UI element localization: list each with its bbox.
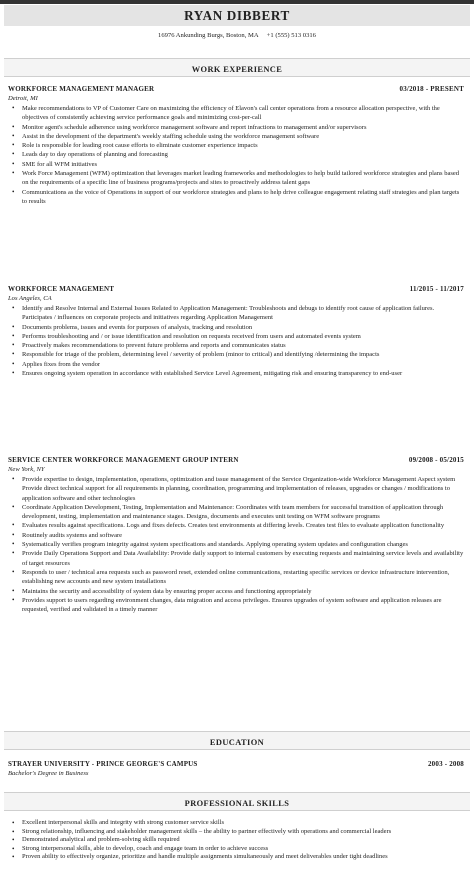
work-experience-heading-band [4,58,470,77]
job-title: WORKFORCE MANAGEMENT MANAGER [8,85,155,93]
skill-item: • Excellent interpersonal skills and integrity with strong customer service skills [22,819,464,828]
education-heading-band [4,731,470,750]
name-banner [4,5,470,26]
bullet-item: • Identify and Resolve Internal and External Issues Related to Application Management: Troubleshoots and debugs to identify root cause of application failures. Participates / influences on corporate projects and initiatives regarding Application Management [22,304,464,323]
bullet-item: • Proactively makes recommendations to prevent future problems and reports and communicates status [22,341,464,350]
degree: Bachelor's Degree in Business [8,770,89,777]
bullet-item: • Role is responsible for leading root cause efforts to eliminate customer experience impacts [22,141,464,150]
skills-list [8,819,464,862]
skill-item: • Strong interpersonal skills, able to develop, coach and engage team in order to achieve success [22,845,464,854]
bullet-item: • Applies fixes from the vendor [22,360,464,369]
education-heading: EDUCATION [209,738,265,747]
job-dates: 03/2018 - PRESENT [399,85,464,93]
candidate-name: RYAN DIBBERT [184,8,290,23]
job-entry [8,85,464,206]
professional-skills-heading-band [4,792,470,811]
address: 16976 Ankunding Burgs, Boston, MA [158,32,259,39]
job-location: New York, NY [8,466,45,473]
job-location: Los Angeles, CA [8,295,52,302]
job-title: SERVICE CENTER WORKFORCE MANAGEMENT GROUP INTERN [8,456,239,464]
job-dates: 11/2015 - 11/2017 [409,285,464,293]
job-dates: 09/2008 - 05/2015 [408,456,464,464]
bullet-item: • Monitor agent's schedule adherence using workforce management software and report infractions to management and/or supervisors [22,123,464,132]
top-rule [0,0,474,4]
bullet-item: • Documents problems, issues and events for purposes of analysis, tracking and resolution [22,323,464,332]
bullet-item: • Make recommendations to VP of Customer Care on maximizing the efficiency of Elavon's call center operations from a resource allocation perspective, with the objectives of consistently achieving service performance goals and minimizing cost-per-call [22,104,464,123]
bullet-item: • Performs troubleshooting and / or issue identification and resolution on requests received from users and automated events system [22,332,464,341]
bullet-item: • Work Force Management (WFM) optimization that leverages market leading frameworks and methodologies to help build tailored workforce strategies and plans based on the requirements of a specific line of business programs/projects and sites to proactively address talent gaps [22,169,464,188]
job-header [8,456,464,465]
job-title: WORKFORCE MANAGEMENT [8,285,115,293]
work-experience-heading: WORK EXPERIENCE [191,65,283,74]
bullet-item: • Coordinate Application Development, Testing, Implementation and Maintenance: Coordinates with team members for successful transition of application through development, testing, implementation and maintenance stages. Designs, documents and executes unit testing on WFM software programs [22,503,464,522]
contact-line [0,32,474,39]
bullet-item: • Routinely audits systems and software [22,531,464,540]
professional-skills-heading: PROFESSIONAL SKILLS [184,799,290,808]
job-header [8,85,464,94]
bullet-item: • Maintains the security and accessibility of system data by ensuring proper access and functioning appropriately [22,587,464,596]
education-entry [8,760,464,778]
skills-block [8,818,464,862]
job-entry [8,285,464,378]
bullet-item: • Ensures ongoing system operation in accordance with established Service Level Agreement, mitigating risk and ensuring transparency to end-user [22,369,464,378]
bullet-item: • SME for all WFM initiatives [22,160,464,169]
job-header [8,285,464,294]
bullet-item: • Provides support to users regarding environment changes, data migration and access privileges. Ensures upgrades of system software and application releases are requested, verified and validated in a timely manner [22,596,464,615]
bullet-item: • Responsible for triage of the problem, determining level / severity of problem (minor to critical) and identifying /determining the impacts [22,350,464,359]
education-header [8,760,464,769]
bullet-item: • Provide expertise to design, implementation, operations, optimization and issue management of the Service Organization-wide Workforce Management Aspect system Provide direct technical support for all requirements in planning, coordination, programming and implementation of releases, upgrades or changes / modifications to application software and other technologies [22,475,464,503]
bullet-item: • Leads day to day operations of planning and forecasting [22,150,464,159]
skill-item: • Proven ability to effectively organize, prioritize and handle multiple assignments simultaneously and meet deliverables under tight deadlines [22,853,464,862]
skill-item: • Demonstrated analytical and problem-solving skills required [22,836,464,845]
bullet-item: • Responds to user / technical area requests such as password reset, extended online communications, restarting specific services or device infrastructure intervention, establishing new accounts and new system installations [22,568,464,587]
job-bullets [8,304,464,378]
education-dates: 2003 - 2008 [427,760,464,768]
phone: +1 (555) 513 0316 [266,32,316,39]
job-location: Detroit, MI [8,95,38,102]
job-entry [8,456,464,614]
bullet-item: • Assist in the development of the department's weekly staffing schedule using the workforce management software [22,132,464,141]
school-name: STRAYER UNIVERSITY - PRINCE GEORGE'S CAMPUS [8,760,198,768]
skill-item: • Strong relationship, influencing and stakeholder management skills – the ability to partner effectively with operations and commercial leaders [22,828,464,837]
job-bullets [8,104,464,206]
bullet-item: • Systematically verifies program integrity against system specifications and standards. Applying operating system updates and configuration changes [22,540,464,549]
job-bullets [8,475,464,614]
bullet-item: • Evaluates results against specifications. Logs and fixes defects. Creates test environments at differing levels. Creates test files to evaluate application functionality [22,521,464,530]
bullet-item: • Provide Daily Operations Support and Data Availability: Provide daily support to internal customers by executing requests and maintaining service levels and availability of target resources [22,549,464,568]
bullet-item: • Communications as the voice of Operations in support of our workforce strategies and plans to help drive colleague engagement relating staff strategies and plan targets to results [22,188,464,207]
